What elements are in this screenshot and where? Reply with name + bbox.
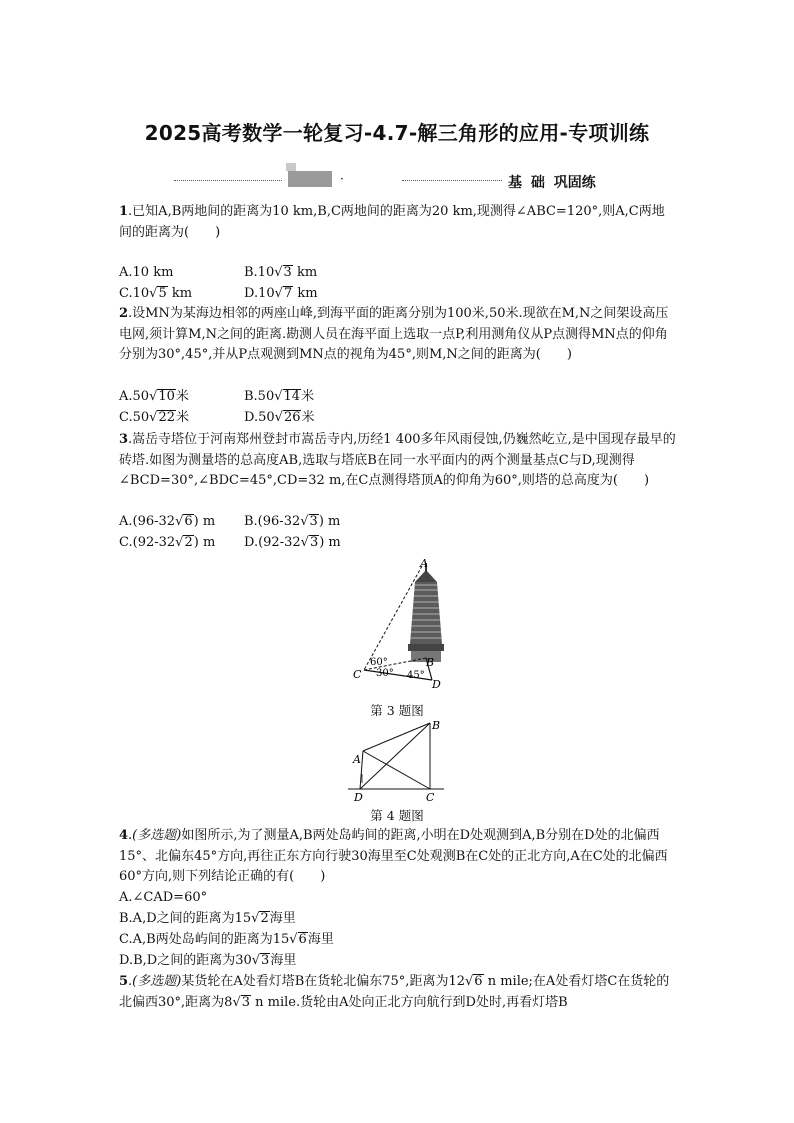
question-tag: .(多选题) [128,974,182,989]
question-2 [119,304,677,366]
label-c: C [353,668,362,681]
question-text-part-b: n mile;在A处看灯塔C在货轮的北偏西30°,距离为8 [119,974,670,1010]
angle-30-label: 30° [376,668,394,679]
question-number: 4 [119,828,129,843]
q1-option-b: B.10√3 km [244,265,318,280]
label-d: D [354,791,363,804]
question-text: 如图所示,为了测量A,B两处岛屿间的距离,小明在D处观测到A,B分别在D处的北偏西15°、北偏东45°方向,再往正东方向行驶30海里至C处观测B在C处的正北方向,A在C处的北偏西60°方向,则下列结论正确的有( ) [119,828,668,884]
q4-option-b: B.A,D之间的距离为15√2海里 [119,911,296,926]
line-ab [363,723,430,751]
question-5: 5.(多选题)某货轮在A处看灯塔B在货轮北偏东75°,距离为12√6 n mile;在A处看灯塔C在货轮的北偏西30°,距离为8√3 n mile.货轮由A处向正北方向航行到D处时,再看灯塔B [119,974,670,1010]
q3-option-d: D.(92-32√3) m [244,535,341,550]
label-a: A [353,753,361,766]
figure-3-caption: 第 3 题图 [370,703,424,718]
question-4 [119,826,677,888]
label-a: A [420,557,428,570]
section-dot: · [340,172,344,186]
section-marker-accent [286,163,296,171]
q1-option-a: A.10 km [119,265,174,280]
q4-option-a: A.∠CAD=60° [119,890,208,905]
figure-4-diagram [340,717,450,803]
question-text: .嵩岳寺塔位于河南郑州登封市嵩岳寺内,历经1 400多年风雨侵蚀,仍巍然屹立,是中国现存最早的砖塔.如图为测量塔的总高度AB,选取与塔底B在同一水平面内的两个测量基点C与D,现测得∠BCD=30°,∠BDC=45°,CD=32 m,在C点测得塔顶A的仰角为60°,则塔的总高度为( ) [119,432,676,488]
section-header [174,171,624,191]
figure-3-diagram [340,558,460,690]
dotted-divider-left [174,180,282,181]
line-db [360,723,430,789]
q4-option-d: D.B,D之间的距离为30√3海里 [119,953,297,968]
radical-a: 6 [474,974,483,989]
question-number: 2 [119,306,129,321]
question-number: 1 [119,204,129,219]
figure-4-caption: 第 4 题图 [370,808,424,823]
section-label: 基 础 巩固练 [508,175,596,191]
q2-option-d: D.50√26米 [244,410,315,425]
label-b: B [426,656,435,669]
q4-option-c: C.A,B两处岛屿间的距离为15√6海里 [119,932,334,947]
question-3 [119,430,677,492]
q3-option-c: C.(92-32√2) m [119,535,216,550]
q3-option-a: A.(96-32√6) m [119,514,216,529]
label-b: B [432,719,441,732]
q2-option-a: A.50√10米 [119,389,189,404]
dotted-divider-right [402,180,502,181]
angle-60-label: 60° [370,657,388,668]
question-text: .设MN为某海边相邻的两座山峰,到海平面的距离分别为100米,50米.现欲在M,N之间架设高压电网,须计算M,N之间的距离.勘测人员在海平面上选取一点P,利用测角仪从P点测得MN点的仰角分别为30°,45°,并从P点观测到MN点的视角为45°,则M,N之间的距离为( ) [119,306,669,362]
q3-option-b: B.(96-32√3) m [244,514,341,529]
q1-option-d: D.10√7 km [244,286,318,301]
question-number: 3 [119,432,129,447]
question-1 [119,202,677,243]
radical-b: 3 [241,994,251,1010]
pagoda-illustration [408,563,444,662]
question-tag: .(多选题) [128,828,182,843]
label-d: D [432,678,441,691]
q1-option-c: C.10√5 km [119,286,193,301]
section-marker-block [288,171,332,187]
question-text-part-c: n mile.货轮由A处向正北方向航行到D处时,再看灯塔B [251,994,568,1010]
line-ac [363,751,430,789]
q2-option-b: B.50√14米 [244,389,315,404]
angle-45-label: 45° [407,670,425,681]
question-text-part-a: 某货轮在A处看灯塔B在货轮北偏东75°,距离为12 [181,974,465,989]
page-title: 2025高考数学一轮复习-4.7-解三角形的应用-专项训练 [144,121,650,145]
question-number: 5 [119,974,129,989]
question-text: .已知A,B两地间的距离为10 km,B,C两地间的距离为20 km,现测得∠ABC=120°,则A,C两地间的距离为( ) [119,204,665,240]
q2-option-c: C.50√22米 [119,410,190,425]
label-c: C [426,791,435,804]
